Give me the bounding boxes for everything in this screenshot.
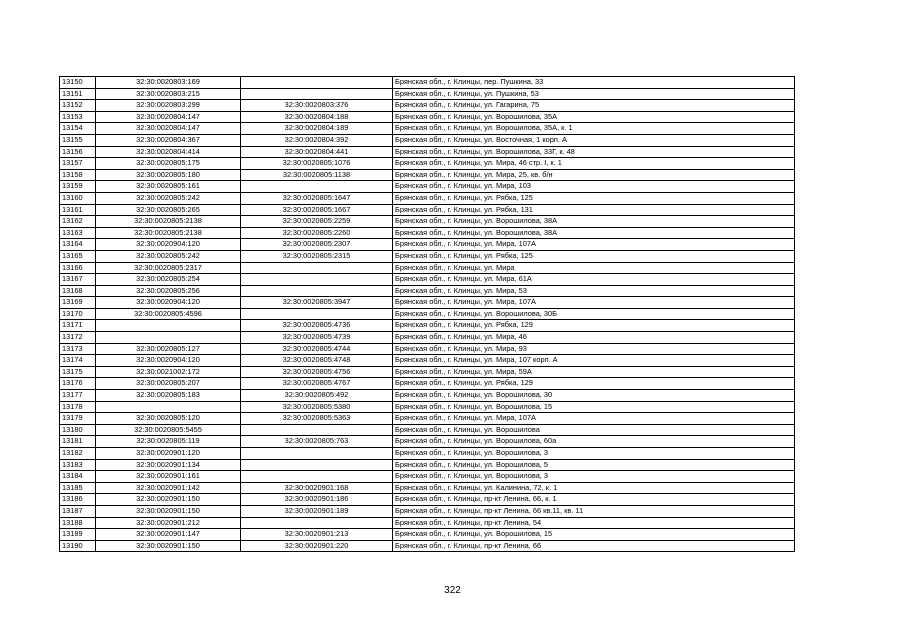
address: Брянская обл., г. Клинцы, ул. Мира, 59А — [393, 366, 795, 378]
address: Брянская обл., г. Клинцы, ул. Рябка, 125 — [393, 192, 795, 204]
object-cadastral-number: 32:30:0020805:2307 — [241, 239, 393, 251]
row-number: 13185 — [60, 482, 96, 494]
row-number: 13157 — [60, 158, 96, 170]
row-number: 13156 — [60, 146, 96, 158]
row-number: 13151 — [60, 88, 96, 100]
object-cadastral-number — [241, 181, 393, 193]
row-number: 13153 — [60, 111, 96, 123]
parcel-cadastral-number: 32:30:0020803:169 — [96, 77, 241, 89]
address: Брянская обл., г. Клинцы, пр-кт Ленина, 66 — [393, 540, 795, 552]
address: Брянская обл., г. Клинцы, ул. Ворошилова, 15 — [393, 401, 795, 413]
row-number: 13168 — [60, 285, 96, 297]
page-number: 322 — [444, 585, 461, 596]
table-row — [60, 88, 795, 100]
object-cadastral-number: 32:30:0020805:4744 — [241, 343, 393, 355]
address: Брянская обл., г. Клинцы, ул. Мира, 25, кв. б/н — [393, 169, 795, 181]
object-cadastral-number — [241, 459, 393, 471]
row-number: 13173 — [60, 343, 96, 355]
row-number: 13155 — [60, 134, 96, 146]
parcel-cadastral-number: 32:30:0020803:299 — [96, 100, 241, 112]
address: Брянская обл., г. Клинцы, пр-кт Ленина, 66 кв.11, кв. 11 — [393, 505, 795, 517]
table-row — [60, 77, 795, 89]
row-number: 13169 — [60, 297, 96, 309]
object-cadastral-number — [241, 308, 393, 320]
object-cadastral-number: 32:30:0020805:3947 — [241, 297, 393, 309]
address: Брянская обл., г. Клинцы, ул. Ворошилова, 60а — [393, 436, 795, 448]
parcel-cadastral-number: 32:30:0020901:134 — [96, 459, 241, 471]
table-row — [60, 100, 795, 112]
table-row — [60, 540, 795, 552]
parcel-cadastral-number: 32:30:0020901:150 — [96, 505, 241, 517]
address: Брянская обл., г. Клинцы, пр-кт Ленина, 54 — [393, 517, 795, 529]
table-row — [60, 285, 795, 297]
parcel-cadastral-number — [96, 320, 241, 332]
table-row — [60, 378, 795, 390]
parcel-cadastral-number: 32:30:0020805:256 — [96, 285, 241, 297]
object-cadastral-number: 32:30:0020805:4736 — [241, 320, 393, 332]
registry-table — [59, 76, 795, 552]
address: Брянская обл., г. Клинцы, ул. Мира, 46 стр. I, к. 1 — [393, 158, 795, 170]
row-number: 13182 — [60, 448, 96, 460]
table-row — [60, 227, 795, 239]
address: Брянская обл., г. Клинцы, ул. Ворошилова, 35А, к. 1 — [393, 123, 795, 135]
table-row — [60, 134, 795, 146]
parcel-cadastral-number: 32:30:0020901:147 — [96, 529, 241, 541]
parcel-cadastral-number: 32:30:0020805:180 — [96, 169, 241, 181]
row-number: 13166 — [60, 262, 96, 274]
parcel-cadastral-number: 32:30:0020805:265 — [96, 204, 241, 216]
parcel-cadastral-number: 32:30:0021002:172 — [96, 366, 241, 378]
parcel-cadastral-number: 32:30:0020804:147 — [96, 123, 241, 135]
address: Брянская обл., г. Клинцы, ул. Мира, 61А — [393, 274, 795, 286]
object-cadastral-number — [241, 285, 393, 297]
object-cadastral-number: 32:30:0020805:5380 — [241, 401, 393, 413]
object-cadastral-number: 32:30:0020805:4739 — [241, 332, 393, 344]
table-row — [60, 355, 795, 367]
object-cadastral-number: 32:30:0020804:188 — [241, 111, 393, 123]
table-row — [60, 250, 795, 262]
object-cadastral-number: 32:30:0020805:1076 — [241, 158, 393, 170]
address: Брянская обл., г. Клинцы, ул. Гагарина, 75 — [393, 100, 795, 112]
object-cadastral-number — [241, 471, 393, 483]
address: Брянская обл., г. Клинцы, ул. Пушкина, 53 — [393, 88, 795, 100]
row-number: 13163 — [60, 227, 96, 239]
row-number: 13165 — [60, 250, 96, 262]
row-number: 13170 — [60, 308, 96, 320]
table-row — [60, 169, 795, 181]
object-cadastral-number: 32:30:0020804:441 — [241, 146, 393, 158]
address: Брянская обл., г. Клинцы, ул. Ворошилова, 38А — [393, 227, 795, 239]
address: Брянская обл., г. Клинцы, ул. Мира, 53 — [393, 285, 795, 297]
parcel-cadastral-number: 32:30:0020805:5455 — [96, 424, 241, 436]
parcel-cadastral-number: 32:30:0020805:175 — [96, 158, 241, 170]
address: Брянская обл., г. Клинцы, ул. Рябка, 129 — [393, 378, 795, 390]
address: Брянская обл., г. Клинцы, ул. Мира, 107А — [393, 297, 795, 309]
table-row — [60, 146, 795, 158]
address: Брянская обл., г. Клинцы, ул. Ворошилова — [393, 424, 795, 436]
object-cadastral-number: 32:30:0020901:186 — [241, 494, 393, 506]
row-number: 13180 — [60, 424, 96, 436]
row-number: 13177 — [60, 390, 96, 402]
table-row — [60, 123, 795, 135]
parcel-cadastral-number: 32:30:0020805:242 — [96, 192, 241, 204]
object-cadastral-number: 32:30:0020805:5363 — [241, 413, 393, 425]
address: Брянская обл., г. Клинцы, ул. Ворошилова, 38А — [393, 216, 795, 228]
table-row — [60, 459, 795, 471]
address: Брянская обл., г. Клинцы, ул. Ворошилова, 5 — [393, 459, 795, 471]
row-number: 13175 — [60, 366, 96, 378]
table-row — [60, 297, 795, 309]
object-cadastral-number — [241, 517, 393, 529]
row-number: 13167 — [60, 274, 96, 286]
table-row — [60, 471, 795, 483]
table-row — [60, 424, 795, 436]
table-row — [60, 505, 795, 517]
table-row — [60, 308, 795, 320]
row-number: 13183 — [60, 459, 96, 471]
object-cadastral-number: 32:30:0020901:220 — [241, 540, 393, 552]
parcel-cadastral-number: 32:30:0020805:2317 — [96, 262, 241, 274]
parcel-cadastral-number: 32:30:0020804:414 — [96, 146, 241, 158]
table-row — [60, 529, 795, 541]
row-number: 13172 — [60, 332, 96, 344]
address: Брянская обл., г. Клинцы, ул. Рябка, 131 — [393, 204, 795, 216]
address: Брянская обл., г. Клинцы, ул. Мира, 107А — [393, 413, 795, 425]
parcel-cadastral-number: 32:30:0020805:127 — [96, 343, 241, 355]
table-row — [60, 401, 795, 413]
table-row — [60, 158, 795, 170]
address: Брянская обл., г. Клинцы, ул. Ворошилова, 3 — [393, 448, 795, 460]
address: Брянская обл., г. Клинцы, пр-кт Ленина, 66, к. 1 — [393, 494, 795, 506]
row-number: 13181 — [60, 436, 96, 448]
table-row — [60, 239, 795, 251]
parcel-cadastral-number: 32:30:0020901:120 — [96, 448, 241, 460]
table-row — [60, 366, 795, 378]
object-cadastral-number — [241, 262, 393, 274]
row-number: 13179 — [60, 413, 96, 425]
row-number: 13162 — [60, 216, 96, 228]
parcel-cadastral-number: 32:30:0020805:119 — [96, 436, 241, 448]
parcel-cadastral-number: 32:30:0020904:120 — [96, 297, 241, 309]
address: Брянская обл., г. Клинцы, ул. Мира, 103 — [393, 181, 795, 193]
row-number: 13159 — [60, 181, 96, 193]
table-row — [60, 517, 795, 529]
parcel-cadastral-number — [96, 332, 241, 344]
table-row — [60, 192, 795, 204]
table-row — [60, 111, 795, 123]
table-row — [60, 413, 795, 425]
parcel-cadastral-number: 32:30:0020805:207 — [96, 378, 241, 390]
address: Брянская обл., г. Клинцы, пер. Пушкина, 33 — [393, 77, 795, 89]
row-number: 13189 — [60, 529, 96, 541]
object-cadastral-number: 32:30:0020805:1138 — [241, 169, 393, 181]
object-cadastral-number: 32:30:0020804:189 — [241, 123, 393, 135]
object-cadastral-number: 32:30:0020804:392 — [241, 134, 393, 146]
table-row — [60, 181, 795, 193]
object-cadastral-number — [241, 77, 393, 89]
address: Брянская обл., г. Клинцы, ул. Калинина, 72, к. 1 — [393, 482, 795, 494]
row-number: 13171 — [60, 320, 96, 332]
row-number: 13154 — [60, 123, 96, 135]
table-row — [60, 390, 795, 402]
table-row — [60, 204, 795, 216]
object-cadastral-number: 32:30:0020805:4748 — [241, 355, 393, 367]
row-number: 13187 — [60, 505, 96, 517]
object-cadastral-number — [241, 424, 393, 436]
parcel-cadastral-number: 32:30:0020805:2138 — [96, 227, 241, 239]
parcel-cadastral-number: 32:30:0020805:120 — [96, 413, 241, 425]
object-cadastral-number: 32:30:0020805:1647 — [241, 192, 393, 204]
row-number: 13160 — [60, 192, 96, 204]
row-number: 13164 — [60, 239, 96, 251]
row-number: 13188 — [60, 517, 96, 529]
table-row — [60, 494, 795, 506]
table-row — [60, 332, 795, 344]
object-cadastral-number: 32:30:0020803:376 — [241, 100, 393, 112]
address: Брянская обл., г. Клинцы, ул. Ворошилова, 30Б — [393, 308, 795, 320]
object-cadastral-number — [241, 448, 393, 460]
address: Брянская обл., г. Клинцы, ул. Восточная, 1 корп. А — [393, 134, 795, 146]
object-cadastral-number: 32:30:0020901:168 — [241, 482, 393, 494]
parcel-cadastral-number: 32:30:0020804:367 — [96, 134, 241, 146]
registry-table-body — [60, 77, 795, 552]
parcel-cadastral-number: 32:30:0020901:161 — [96, 471, 241, 483]
parcel-cadastral-number: 32:30:0020805:242 — [96, 250, 241, 262]
parcel-cadastral-number: 32:30:0020904:120 — [96, 355, 241, 367]
parcel-cadastral-number — [96, 401, 241, 413]
parcel-cadastral-number: 32:30:0020803:215 — [96, 88, 241, 100]
address: Брянская обл., г. Клинцы, ул. Ворошилова, 33Г, к. 48 — [393, 146, 795, 158]
object-cadastral-number: 32:30:0020805:2315 — [241, 250, 393, 262]
table-row — [60, 216, 795, 228]
row-number: 13174 — [60, 355, 96, 367]
object-cadastral-number: 32:30:0020805:2259 — [241, 216, 393, 228]
parcel-cadastral-number: 32:30:0020805:161 — [96, 181, 241, 193]
parcel-cadastral-number: 32:30:0020805:4596 — [96, 308, 241, 320]
parcel-cadastral-number: 32:30:0020805:183 — [96, 390, 241, 402]
table-row — [60, 343, 795, 355]
object-cadastral-number: 32:30:0020901:213 — [241, 529, 393, 541]
object-cadastral-number: 32:30:0020805:492 — [241, 390, 393, 402]
table-row — [60, 482, 795, 494]
object-cadastral-number: 32:30:0020805:1667 — [241, 204, 393, 216]
object-cadastral-number: 32:30:0020901:189 — [241, 505, 393, 517]
table-row — [60, 448, 795, 460]
row-number: 13152 — [60, 100, 96, 112]
object-cadastral-number: 32:30:0020805:763 — [241, 436, 393, 448]
row-number: 13178 — [60, 401, 96, 413]
parcel-cadastral-number: 32:30:0020901:142 — [96, 482, 241, 494]
address: Брянская обл., г. Клинцы, ул. Мира, 107А — [393, 239, 795, 251]
row-number: 13150 — [60, 77, 96, 89]
table-row — [60, 262, 795, 274]
address: Брянская обл., г. Клинцы, ул. Мира, 93 — [393, 343, 795, 355]
row-number: 13184 — [60, 471, 96, 483]
row-number: 13190 — [60, 540, 96, 552]
parcel-cadastral-number: 32:30:0020804:147 — [96, 111, 241, 123]
address: Брянская обл., г. Клинцы, ул. Ворошилова, 15 — [393, 529, 795, 541]
parcel-cadastral-number: 32:30:0020904:120 — [96, 239, 241, 251]
object-cadastral-number: 32:30:0020805:4756 — [241, 366, 393, 378]
parcel-cadastral-number: 32:30:0020805:2138 — [96, 216, 241, 228]
object-cadastral-number: 32:30:0020805:2260 — [241, 227, 393, 239]
address: Брянская обл., г. Клинцы, ул. Мира, 46 — [393, 332, 795, 344]
address: Брянская обл., г. Клинцы, ул. Ворошилова, 35А — [393, 111, 795, 123]
address: Брянская обл., г. Клинцы, ул. Мира, 107 корп. А — [393, 355, 795, 367]
parcel-cadastral-number: 32:30:0020805:254 — [96, 274, 241, 286]
parcel-cadastral-number: 32:30:0020901:150 — [96, 540, 241, 552]
object-cadastral-number — [241, 274, 393, 286]
row-number: 13158 — [60, 169, 96, 181]
table-row — [60, 436, 795, 448]
object-cadastral-number — [241, 88, 393, 100]
address: Брянская обл., г. Клинцы, ул. Мира — [393, 262, 795, 274]
object-cadastral-number: 32:30:0020805:4767 — [241, 378, 393, 390]
parcel-cadastral-number: 32:30:0020901:150 — [96, 494, 241, 506]
address: Брянская обл., г. Клинцы, ул. Ворошилова, 3 — [393, 471, 795, 483]
parcel-cadastral-number: 32:30:0020901:212 — [96, 517, 241, 529]
table-row — [60, 274, 795, 286]
row-number: 13176 — [60, 378, 96, 390]
address: Брянская обл., г. Клинцы, ул. Ворошилова, 30 — [393, 390, 795, 402]
address: Брянская обл., г. Клинцы, ул. Рябка, 129 — [393, 320, 795, 332]
address: Брянская обл., г. Клинцы, ул. Рябка, 125 — [393, 250, 795, 262]
row-number: 13186 — [60, 494, 96, 506]
table-row — [60, 320, 795, 332]
row-number: 13161 — [60, 204, 96, 216]
